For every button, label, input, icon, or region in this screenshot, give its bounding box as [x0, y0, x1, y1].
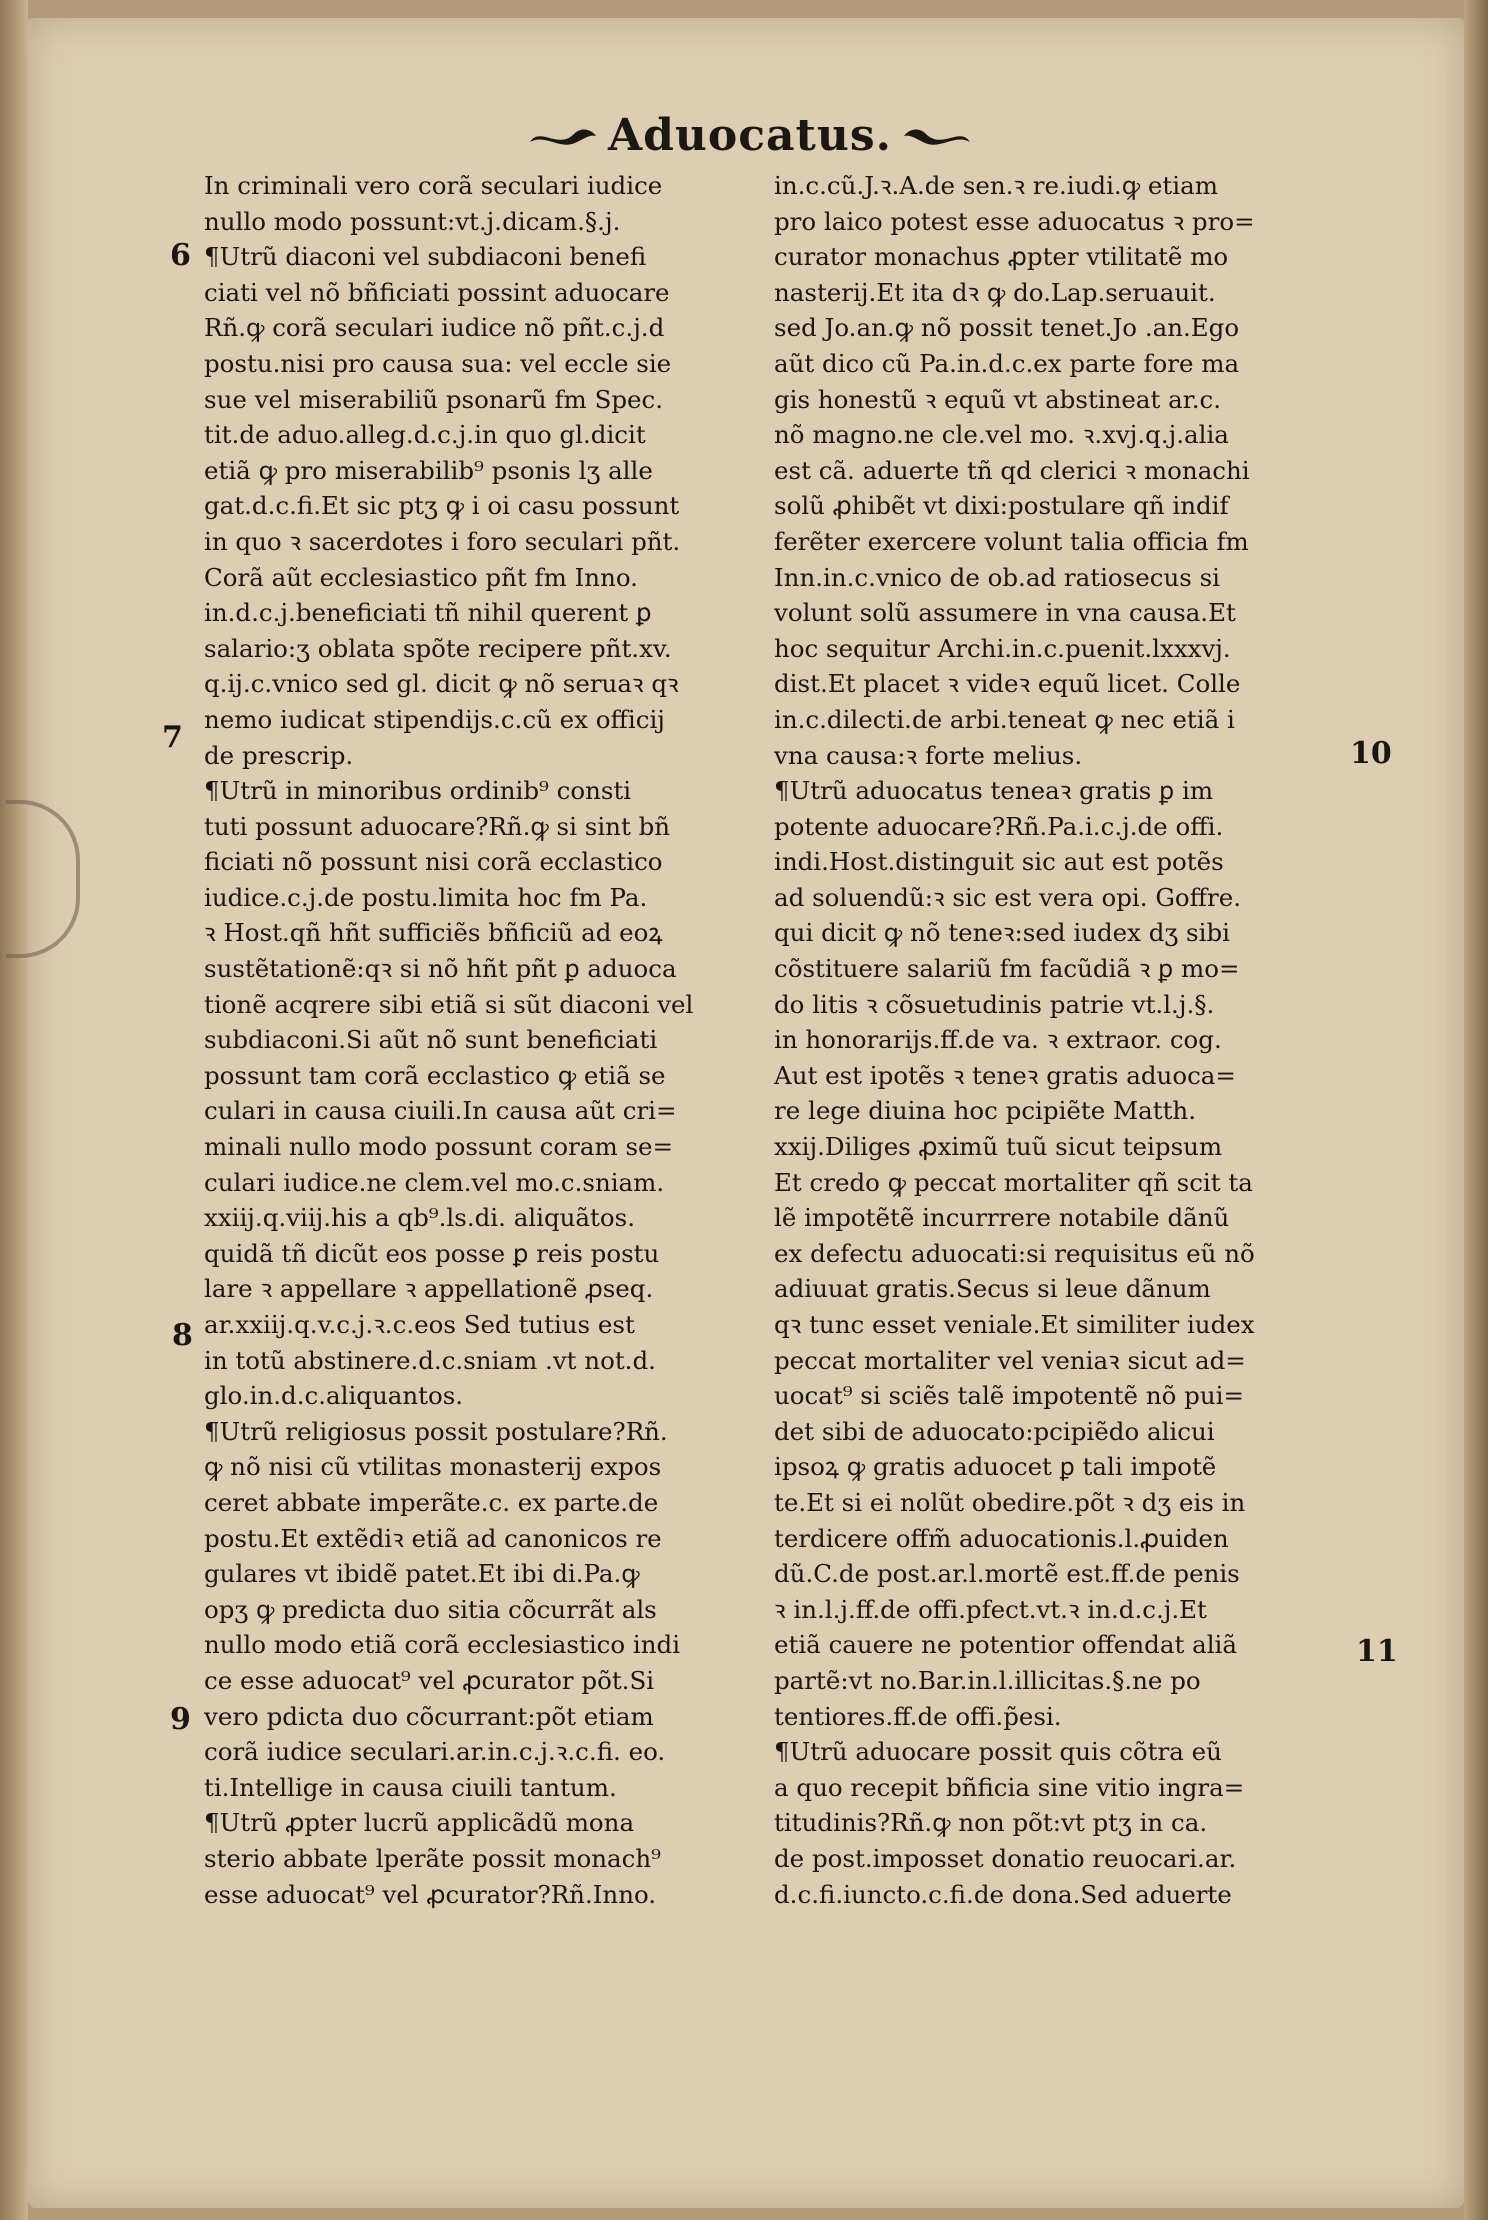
right-ornament-icon: [902, 120, 972, 150]
text-line: etiã ꝙ pro miserabilib⁹ psonis lʒ alle: [204, 455, 653, 485]
text-line: in honorarijs.ff.de va. ꝛ extraor. cog.: [774, 1025, 1222, 1055]
text-line: in.c.cũ.J.ꝛ.A.de sen.ꝛ re.iudi.ꝙ etiam: [774, 171, 1218, 200]
text-line: quidã tñ dicũt eos posse ꝑ reis postu: [204, 1238, 660, 1268]
text-line: Corã aũt ecclesiastico pñt fm Inno.: [204, 562, 638, 592]
text-line: dũ.C.de post.ar.l.mortẽ est.ff.de penis: [774, 1559, 1240, 1589]
text-line: corã iudice seculari.ar.in.c.j.ꝛ.c.fi. eo.: [204, 1737, 666, 1767]
book-edge-right: [1464, 0, 1488, 2220]
text-line: qui dicit ꝙ nõ teneꝛ:sed iudex dʒ sibi: [774, 918, 1230, 948]
text-line: a quo recepit bñficia sine vitio ingra=: [774, 1772, 1245, 1802]
text-line: sue vel miserabiliũ psonarũ fm Spec.: [204, 384, 664, 414]
text-line: vna causa:ꝛ forte melius.: [774, 740, 1083, 770]
left-ornament-icon: [528, 120, 598, 150]
text-line: culari iudice.ne clem.vel mo.c.sniam.: [204, 1167, 665, 1197]
text-line: peccat mortaliter vel veniaꝛ sicut ad=: [774, 1345, 1246, 1375]
text-line: ferẽter exercere volunt talia officia fm: [774, 526, 1249, 556]
text-line: nasterij.Et ita dꝛ ꝙ do.Lap.seruauit.: [774, 277, 1216, 307]
text-line: qꝛ tunc esset veniale.Et similiter iudex: [774, 1310, 1255, 1339]
left-column: [204, 168, 779, 1912]
book-edge-left: [0, 0, 28, 2220]
text-line: volunt solũ assumere in vna causa.Et: [774, 598, 1236, 628]
text-line: opʒ ꝙ predicta duo sitia cõcurrãt als: [204, 1594, 657, 1624]
text-line: ¶Utrũ religiosus possit postulare?Rñ.: [204, 1416, 668, 1446]
text-line: q.ij.c.vnico sed gl. dicit ꝙ nõ seruaꝛ qꝛ: [204, 669, 679, 699]
margin-number: 9: [170, 1702, 191, 1737]
text-line: esse aduocat⁹ vel ꝓcurator?Rñ.Inno.: [204, 1879, 657, 1909]
text-line: tuti possunt aduocare?Rñ.ꝙ si sint bñ: [204, 811, 671, 841]
text-line: sterio abbate lperãte possit monach⁹: [204, 1843, 661, 1873]
text-line: re lege diuina hoc pcipiẽte Matth.: [774, 1096, 1196, 1126]
text-line: ꝛ Host.qñ hñt sufficiẽs bñficiũ ad eoꝝ: [204, 918, 663, 948]
right-column: [774, 168, 1349, 1912]
text-line: nõ magno.ne cle.vel mo. ꝛ.xvj.q.j.alia: [774, 420, 1229, 450]
text-line: ¶Utrũ diaconi vel subdiaconi benefi: [204, 242, 647, 272]
text-line: lẽ impotẽtẽ incurrrere notabile dãnũ: [774, 1203, 1230, 1233]
text-line: minali nullo modo possunt coram se=: [204, 1132, 674, 1162]
text-line: ceret abbate imperãte.c. ex parte.de: [204, 1487, 659, 1517]
margin-number: 11: [1356, 1634, 1398, 1669]
margin-number: 6: [170, 238, 191, 273]
text-line: ¶Utrũ aduocatus teneaꝛ gratis ꝑ im: [774, 776, 1214, 806]
text-line: sustẽtationẽ:qꝛ si nõ hñt pñt ꝑ aduoca: [204, 954, 677, 984]
text-line: adiuuat gratis.Secus si leue dãnum: [774, 1274, 1211, 1304]
text-line: Inn.in.c.vnico de ob.ad ratiosecus si: [774, 562, 1221, 592]
text-line: aũt dico cũ Pa.in.d.c.ex parte fore ma: [774, 348, 1240, 378]
text-line: ex defectu aduocati:si requisitus eũ nõ: [774, 1238, 1255, 1268]
text-line: ꝙ nõ nisi cũ vtilitas monasterij expos: [204, 1452, 662, 1482]
text-line: postu.nisi pro causa sua: vel eccle sie: [204, 348, 672, 378]
text-line: in quo ꝛ sacerdotes i foro seculari pñt.: [204, 526, 681, 556]
margin-number: 10: [1350, 736, 1392, 771]
text-line: ꝛ in.l.j.ff.de offi.pfect.vt.ꝛ in.d.c.j.Et: [774, 1594, 1207, 1624]
text-line: ¶Utrũ in minoribus ordinib⁹ consti: [204, 776, 632, 806]
text-line: glo.in.d.c.aliquantos.: [204, 1381, 464, 1411]
text-line: gat.d.c.fi.Et sic ptʒ ꝙ i oi casu possunt: [204, 491, 680, 521]
running-title: Aduocatus.: [608, 109, 892, 161]
text-line: det sibi de aduocato:pcipiẽdo alicui: [774, 1416, 1215, 1446]
text-line: ad soluendũ:ꝛ sic est vera opi. Goffre.: [774, 882, 1242, 912]
text-line: est cã. aduerte tñ qd clerici ꝛ monachi: [774, 455, 1250, 485]
text-line: ti.Intellige in causa ciuili tantum.: [204, 1772, 617, 1802]
text-line: pro laico potest esse aduocatus ꝛ pro=: [774, 206, 1255, 236]
text-line: partẽ:vt no.Bar.in.l.illicitas.§.ne po: [774, 1665, 1201, 1695]
text-line: de post.imposset donatio reuocari.ar.: [774, 1843, 1237, 1873]
text-line: uocat⁹ si sciẽs talẽ impotentẽ nõ pui=: [774, 1381, 1244, 1411]
text-line: in.c.dilecti.de arbi.teneat ꝙ nec etiã i: [774, 704, 1235, 734]
text-line: ar.xxiij.q.v.c.j.ꝛ.c.eos Sed tutius est: [204, 1310, 635, 1339]
text-line: terdicere offm̃ aduocationis.l.ꝓuiden: [774, 1523, 1229, 1553]
text-line: ciati vel nõ bñficiati possint aduocare: [204, 277, 670, 307]
running-header: [480, 100, 1020, 170]
text-line: d.c.fi.iuncto.c.fi.de dona.Sed aduerte: [774, 1879, 1232, 1909]
text-line: tionẽ acqrere sibi etiã si sũt diaconi vel: [204, 989, 694, 1019]
text-line: in totũ abstinere.d.c.sniam .vt not.d.: [204, 1345, 656, 1375]
text-line: xxiij.q.viij.his a qb⁹.ls.di. aliquãtos.: [204, 1203, 635, 1233]
text-line: indi.Host.distinguit sic aut est potẽs: [774, 847, 1224, 877]
text-line: iudice.c.j.de postu.limita hoc fm Pa.: [204, 882, 648, 912]
text-line: salario:ʒ oblata spõte recipere pñt.xv.: [204, 633, 672, 663]
text-line: nullo modo possunt:vt.j.dicam.§.j.: [204, 206, 621, 236]
text-line: titudinis?Rñ.ꝙ non põt:vt ptʒ in ca.: [774, 1808, 1208, 1838]
text-line: sed Jo.an.ꝙ nõ possit tenet.Jo .an.Ego: [774, 313, 1240, 343]
text-line: ficiati nõ possunt nisi corã ecclastico: [204, 847, 663, 877]
text-line: In criminali vero corã seculari iudice: [204, 171, 663, 200]
text-line: xxij.Diliges ꝓximũ tuũ sicut teipsum: [774, 1132, 1223, 1162]
text-line: de prescrip.: [204, 740, 354, 770]
text-line: cõstituere salariũ fm facũdiã ꝛ ꝑ mo=: [774, 954, 1240, 984]
text-line: nullo modo etiã corã ecclesiastico indi: [204, 1630, 681, 1660]
margin-number: 7: [162, 720, 183, 755]
text-line: Et credo ꝙ peccat mortaliter qñ scit ta: [774, 1167, 1253, 1197]
text-line: gis honestũ ꝛ equũ vt abstineat ar.c.: [774, 384, 1222, 414]
text-line: Rñ.ꝙ corã seculari iudice nõ pñt.c.j.d: [204, 313, 665, 343]
text-line: ¶Utrũ aduocare possit quis cõtra eũ: [774, 1737, 1222, 1767]
text-line: Aut est ipotẽs ꝛ teneꝛ gratis aduoca=: [774, 1060, 1236, 1090]
text-line: tentiores.ff.de offi.p̃esi.: [774, 1701, 1062, 1731]
text-line: curator monachus ꝓpter vtilitatẽ mo: [774, 242, 1229, 272]
text-line: lare ꝛ appellare ꝛ appellationẽ ꝓseq.: [204, 1274, 654, 1304]
text-line: subdiaconi.Si aũt nõ sunt beneficiati: [204, 1025, 658, 1055]
text-line: hoc sequitur Archi.in.c.puenit.lxxxvj.: [774, 633, 1231, 663]
text-line: solũ ꝓhibẽt vt dixi:postulare qñ indif: [774, 491, 1229, 521]
text-line: tit.de aduo.alleg.d.c.j.in quo gl.dicit: [204, 420, 646, 450]
margin-number: 8: [172, 1318, 193, 1353]
text-line: etiã cauere ne potentior offendat aliã: [774, 1630, 1237, 1660]
text-line: ce esse aduocat⁹ vel ꝓcurator põt.Si: [204, 1665, 655, 1695]
text-line: vero pdicta duo cõcurrant:põt etiam: [204, 1701, 654, 1731]
text-line: in.d.c.j.beneficiati tñ nihil querent ꝑ: [204, 598, 652, 628]
text-line: te.Et si ei nolũt obedire.põt ꝛ dʒ eis in: [774, 1487, 1246, 1517]
text-line: ¶Utrũ ꝓpter lucrũ applicãdũ mona: [204, 1808, 635, 1838]
text-line: do litis ꝛ cõsuetudinis patrie vt.l.j.§.: [774, 989, 1215, 1019]
text-line: culari in causa ciuili.In causa aũt cri=: [204, 1096, 677, 1126]
text-line: postu.Et extẽdiꝛ etiã ad canonicos re: [204, 1523, 662, 1553]
text-line: nemo iudicat stipendijs.c.cũ ex officij: [204, 704, 665, 734]
text-line: gulares vt ibidẽ patet.Et ibi di.Pa.ꝙ: [204, 1559, 640, 1589]
text-line: ipsoꝝ ꝙ gratis aduocet ꝑ tali impotẽ: [774, 1452, 1217, 1482]
text-line: dist.Et placet ꝛ videꝛ equũ licet. Colle: [774, 669, 1241, 699]
text-line: potente aduocare?Rñ.Pa.i.c.j.de offi.: [774, 811, 1224, 841]
text-line: possunt tam corã ecclastico ꝙ etiã se: [204, 1060, 666, 1090]
